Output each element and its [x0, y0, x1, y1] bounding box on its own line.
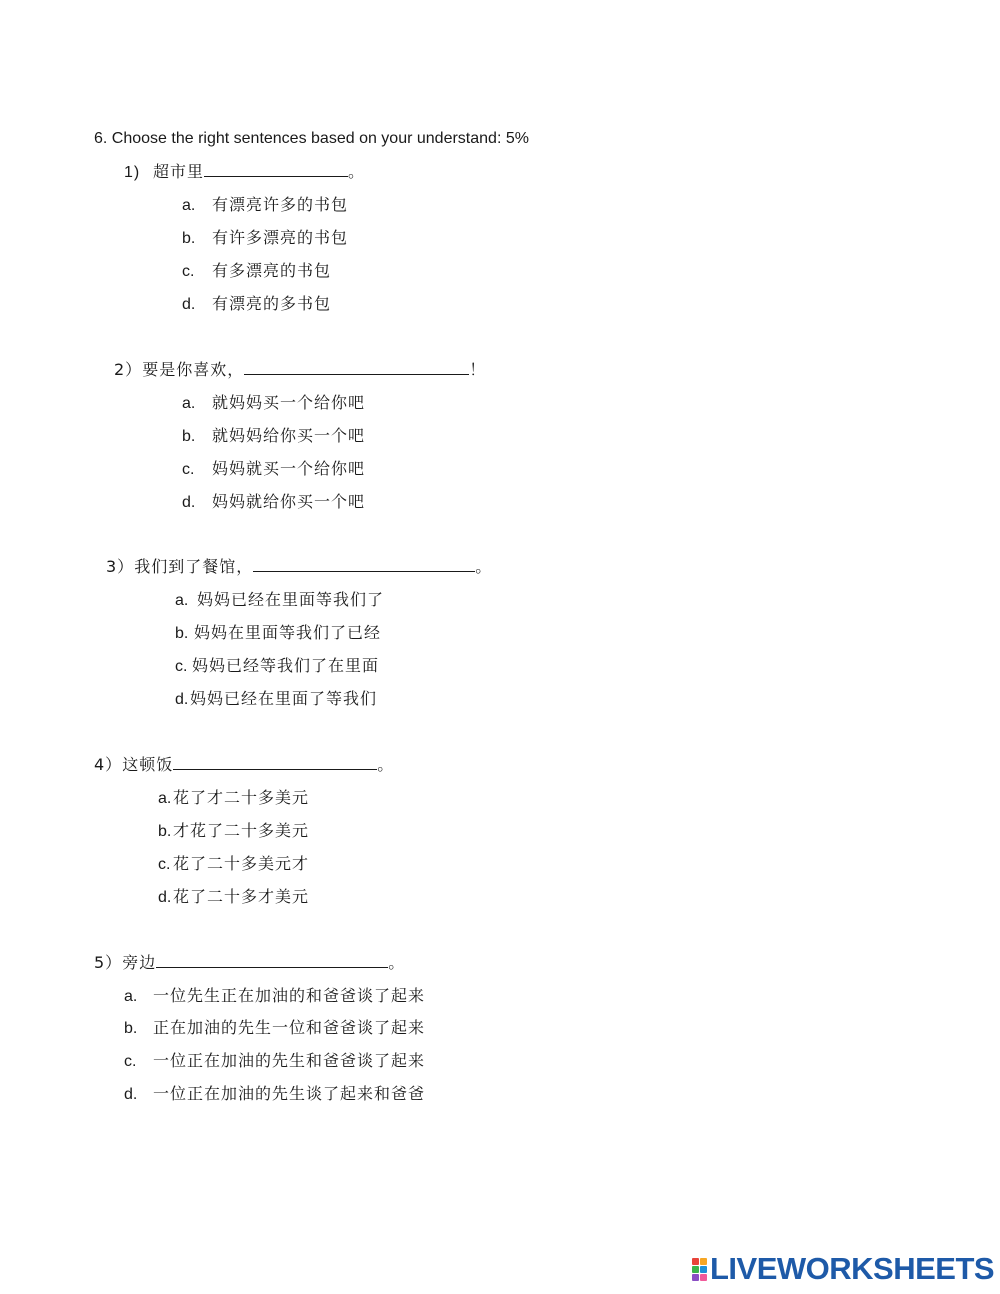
option-letter: d. — [124, 1086, 138, 1103]
question-end: ！ — [469, 360, 487, 379]
option-text: 有许多漂亮的书包 — [212, 228, 349, 247]
option-text: 有漂亮许多的书包 — [212, 195, 349, 214]
logo-block — [692, 1266, 699, 1273]
option-letter: d. — [158, 889, 172, 906]
question-number: 2） — [114, 360, 143, 379]
option-2c[interactable] — [182, 459, 365, 480]
option-letter: b. — [182, 230, 196, 247]
option-text: 妈妈在里面等我们了已经 — [194, 623, 382, 642]
question-end: 。 — [377, 755, 395, 774]
option-1c[interactable] — [182, 261, 331, 282]
question-number: 5） — [94, 953, 123, 972]
option-text: 花了才二十多美元 — [173, 788, 310, 807]
option-text: 一位正在加油的先生谈了起来和爸爸 — [153, 1084, 426, 1103]
option-4c[interactable] — [158, 854, 309, 875]
option-4d[interactable] — [158, 887, 309, 908]
option-5d[interactable] — [124, 1084, 425, 1105]
option-text: 就妈妈买一个给你吧 — [212, 393, 366, 412]
exercise-heading: 6. Choose the right sentences based on your understand: 5% — [94, 130, 529, 147]
question-stem: 要是你喜欢， — [142, 360, 245, 379]
question-number: 3） — [106, 557, 135, 576]
option-2d[interactable] — [182, 492, 365, 513]
answer-blank[interactable] — [204, 162, 348, 177]
option-letter: b. — [124, 1020, 138, 1037]
option-text: 就妈妈给你买一个吧 — [212, 426, 366, 445]
option-4b[interactable] — [158, 821, 309, 842]
option-5c[interactable] — [124, 1051, 425, 1072]
answer-blank[interactable] — [253, 557, 475, 572]
option-text: 花了二十多才美元 — [173, 887, 310, 906]
logo-block — [692, 1258, 699, 1265]
option-text: 才花了二十多美元 — [173, 821, 310, 840]
question-end: 。 — [388, 953, 406, 972]
logo-block — [692, 1274, 699, 1281]
option-5b[interactable] — [124, 1018, 425, 1039]
question-number: 1) — [124, 164, 141, 181]
liveworksheets-logo — [692, 1251, 995, 1286]
option-letter: c. — [158, 856, 171, 873]
option-text: 妈妈已经在里面等我们了 — [197, 590, 385, 609]
option-text: 花了二十多美元才 — [173, 854, 310, 873]
question-number: 4） — [94, 755, 123, 774]
question-4 — [94, 755, 394, 775]
question-stem: 超市里 — [153, 162, 205, 181]
option-letter: b. — [182, 428, 196, 445]
option-text: 有漂亮的多书包 — [212, 294, 332, 313]
option-2a[interactable] — [182, 393, 365, 414]
option-letter: a. — [124, 988, 138, 1005]
option-text: 妈妈已经在里面了等我们 — [190, 689, 378, 708]
question-end: 。 — [348, 162, 366, 181]
option-5a[interactable] — [124, 986, 425, 1007]
question-3 — [106, 557, 492, 577]
question-5 — [94, 953, 405, 973]
option-4a[interactable] — [158, 788, 309, 809]
option-text: 一位先生正在加油的和爸爸谈了起来 — [153, 986, 426, 1005]
option-letter: a. — [175, 592, 189, 609]
option-text: 一位正在加油的先生和爸爸谈了起来 — [153, 1051, 426, 1070]
option-2b[interactable] — [182, 426, 365, 447]
logo-block — [700, 1266, 707, 1273]
question-1 — [124, 162, 365, 183]
answer-blank[interactable] — [173, 755, 377, 770]
option-letter: c. — [124, 1053, 137, 1070]
option-text: 妈妈就给你买一个吧 — [212, 492, 366, 511]
question-2 — [114, 360, 486, 380]
question-stem: 我们到了餐馆， — [134, 557, 254, 576]
option-letter: c. — [182, 461, 195, 478]
question-stem: 旁边 — [122, 953, 157, 972]
answer-blank[interactable] — [156, 953, 388, 968]
logo-block — [700, 1258, 707, 1265]
option-letter: a. — [182, 395, 196, 412]
option-text: 有多漂亮的书包 — [212, 261, 332, 280]
option-1a[interactable] — [182, 195, 348, 216]
option-3d[interactable] — [175, 689, 377, 710]
question-end: 。 — [475, 557, 493, 576]
option-1d[interactable] — [182, 294, 331, 315]
option-letter: c. — [182, 263, 195, 280]
option-letter: d. — [182, 494, 196, 511]
option-text: 妈妈已经等我们了在里面 — [192, 656, 380, 675]
option-text: 正在加油的先生一位和爸爸谈了起来 — [153, 1018, 426, 1037]
option-3a[interactable] — [175, 590, 384, 611]
option-letter: b. — [175, 625, 189, 642]
logo-blocks-icon — [692, 1258, 707, 1281]
logo-text: LIVEWORKSHEETS — [710, 1251, 995, 1286]
option-3c[interactable] — [175, 656, 379, 677]
question-stem: 这顿饭 — [122, 755, 174, 774]
option-letter: c. — [175, 658, 188, 675]
option-letter: b. — [158, 823, 172, 840]
option-letter: d. — [175, 691, 189, 708]
option-3b[interactable] — [175, 623, 381, 644]
answer-blank[interactable] — [244, 360, 469, 375]
option-text: 妈妈就买一个给你吧 — [212, 459, 366, 478]
option-1b[interactable] — [182, 228, 348, 249]
logo-block — [700, 1274, 707, 1281]
option-letter: d. — [182, 296, 196, 313]
option-letter: a. — [158, 790, 172, 807]
option-letter: a. — [182, 197, 196, 214]
